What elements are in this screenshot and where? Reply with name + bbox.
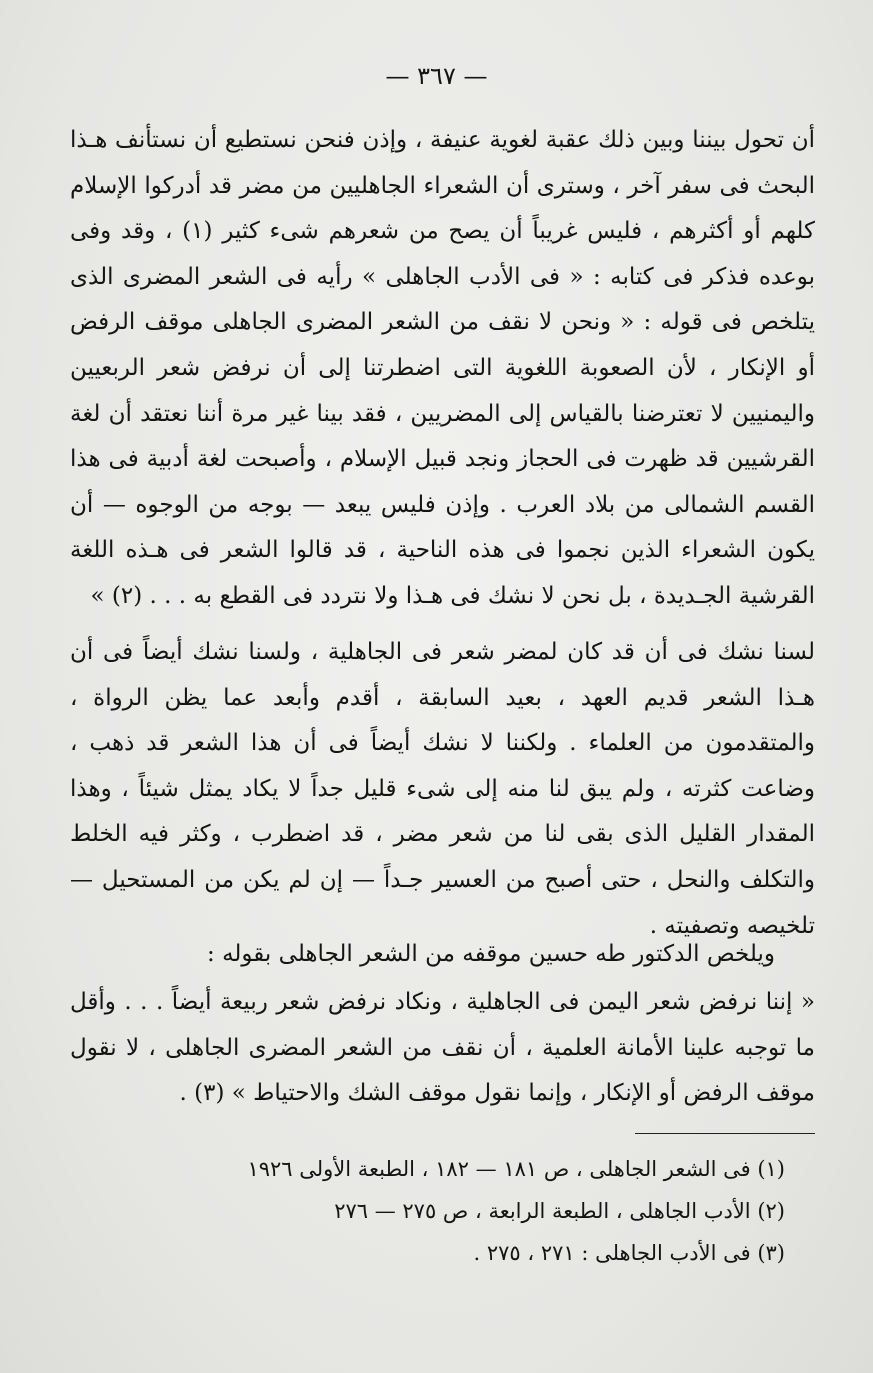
footnote-2: (٢) الأدب الجاهلى ، الطبعة الرابعة ، ص ٢٧٥ — ٢٧٦ <box>334 1199 785 1223</box>
paragraph-text: « إننا نرفض شعر اليمن فى الجاهلية ، ونكاد نرفض شعر ربيعة أيضاً . . . وأقل ما توجبه علينا الأمانة العلمية ، أن نقف من الشعر المضرى الجاهلى ، لا نقول موقف الرفض أو الإنكار ، وإنما نقول موقف الشك والاحتياط » (٣) . <box>70 989 815 1107</box>
paragraph-text: ويلخص الدكتور طه حسين موقفه من الشعر الجاهلى بقوله : <box>207 941 775 967</box>
footnote-1: (١) فى الشعر الجاهلى ، ص ١٨١ — ١٨٢ ، الطبعة الأولى ١٩٢٦ <box>247 1157 785 1181</box>
footnotes <box>135 1148 785 1274</box>
footnote-divider <box>635 1133 815 1134</box>
page-number: — ٣٦٧ — <box>385 62 488 90</box>
paragraph <box>70 118 815 620</box>
paragraph-text: لسنا نشك فى أن قد كان لمضر شعر فى الجاهلية ، ولسنا نشك أيضاً فى أن هـذا الشعر قديم العهد ، بعيد السابقة ، أقدم وأبعد عما يظن الرواة ، والمتقدمون من العلماء . ولكننا لا نشك أيضاً فى أن هذا الشعر قد ذهب ، وضاعت كثرته ، ولم يبق لنا منه إلى شىء قليل جداً لا يكاد يمثل شيئاً ، وهذا المقدار القليل الذى بقى لنا من شعر مضر ، قد اضطرب ، وكثر فيه الخلط والتكلف والنحل ، حتى أصبح من العسير جـداً — إن لم يكن من المستحيل — تلخيصه وتصفيته . <box>70 639 815 939</box>
footnote-3: (٣) فى الأدب الجاهلى : ٢٧١ ، ٢٧٥ . <box>473 1241 785 1265</box>
paragraph <box>70 630 815 949</box>
paragraph <box>70 932 815 977</box>
quoted-paragraph <box>70 980 815 1117</box>
paragraph-text: أن تحول بيننا وبين ذلك عقبة لغوية عنيفة ، وإذن فنحن نستطيع أن نستأنف هـذا البحث فى سفر آخر ، وسترى أن الشعراء الجاهليين من مضر قد أدركوا الإسلام كلهم أو أكثرهم ، فليس غريباً أن يصح من شعرهم شىء كثير (١) ، وقد وفى بوعده فذكر فى كتابه : « فى الأدب الجاهلى » رأيه فى الشعر المضرى الذى يتلخص فى قوله : « ونحن لا نقف من الشعر المضرى الجاهلى موقف الرفض أو الإنكار ، لأن الصعوبة اللغوية التى اضطرتنا إلى أن نرفض شعر الربعيين واليمنيين لا تعترضنا بالقياس إلى المضريين ، فقد بينا غير مرة أننا نعتقد أن لغة القرشيين قد ظهرت فى الحجاز ونجد قبيل الإسلام ، وأصبحت لغة أدبية فى هذا القسم الشمالى من بلاد العرب . وإذن فليس يبعد — بوجه من الوجوه — أن يكون الشعراء الذين نجموا فى هذه الناحية ، قد قالوا الشعر فى هـذه اللغة القرشية الجـديدة ، بل نحن لا نشك فى هـذا ولا نتردد فى القطع به . . . (٢) » <box>70 127 815 609</box>
